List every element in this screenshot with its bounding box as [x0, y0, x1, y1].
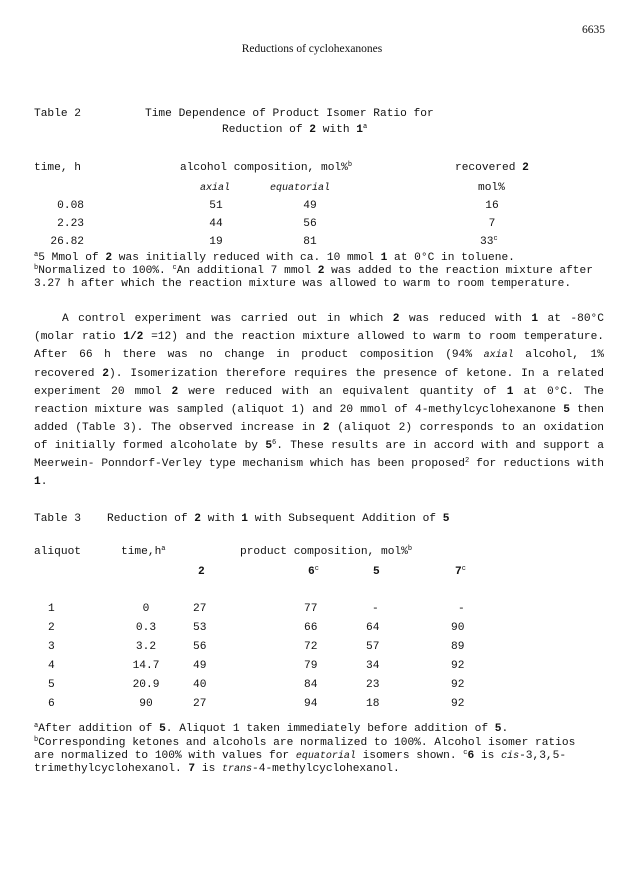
compound-ref: 6	[467, 750, 475, 762]
compound-ref: 1	[356, 124, 364, 136]
table-row-c5: 23	[366, 679, 380, 691]
table-row-c6: 72	[304, 641, 318, 653]
footnote-mark: a	[161, 545, 166, 553]
table-3-col-aliquot: aliquot	[34, 546, 81, 558]
table-row-recovered: 7	[488, 218, 496, 230]
compound-ref: 2	[102, 368, 110, 380]
footnote-text: After addition of	[38, 723, 160, 735]
compound-ref: 5	[442, 513, 450, 525]
table-row-aliquot: 3	[48, 641, 55, 653]
footnote-text: was initially reduced with ca. 10 mmol	[112, 252, 381, 264]
compound-ref: 2	[194, 513, 201, 525]
table-3-footnote-b	[34, 737, 602, 776]
table-row-time: 0	[142, 603, 150, 615]
table-row-c2: 49	[193, 660, 207, 672]
footnote-text: -4-methylcyclohexanol.	[252, 763, 400, 775]
col-text: product composition, mol%	[240, 546, 408, 558]
footnote-mark: a	[34, 722, 39, 730]
table-row-c6: 77	[304, 603, 318, 615]
table-2-sub-axial: axial	[200, 183, 231, 194]
table-row-aliquot: 4	[48, 660, 55, 672]
footnote-text: isomers shown.	[355, 750, 464, 762]
title-text: with Subsequent Addition of	[248, 513, 443, 525]
table-row-c6: 79	[304, 660, 318, 672]
table-row-axial: 44	[209, 218, 223, 230]
body-text: at -80°C (molar ratio	[34, 313, 604, 343]
table-row-c7: 92	[451, 698, 465, 710]
footnote-mark: c	[463, 749, 468, 757]
compound-ref: 1	[241, 513, 249, 525]
compound-ref: 2	[522, 162, 529, 174]
table-2-footnote-b	[34, 265, 602, 291]
body-text: ). Isomerization therefore requires the presence of ketone. In a related experiment 20 mmol	[34, 368, 604, 398]
body-text: . These results are in accord with and support a Meerwein- Ponndorf-Verley type mechanism which has been proposed	[34, 440, 604, 470]
body-text: was reduced with	[399, 313, 532, 325]
table-row-c5: 64	[366, 622, 380, 634]
compound-ref: 5	[159, 723, 166, 735]
table-row-equatorial: 49	[303, 200, 317, 212]
compound-ref: 5	[563, 404, 570, 416]
table-row-c2: 40	[193, 679, 207, 691]
table-row-aliquot: 2	[48, 622, 55, 634]
table-row-c7: -	[458, 603, 465, 615]
footnote-mark: c	[461, 565, 466, 573]
cell-value: 33	[480, 236, 494, 248]
table-row-c6: 94	[304, 698, 318, 710]
table-row-c5: 18	[366, 698, 380, 710]
footnote-mark: a	[34, 251, 39, 259]
table-row-recovered: 16	[485, 200, 499, 212]
footnote-text: is	[195, 763, 222, 775]
table-row-time: 3.2	[135, 641, 157, 653]
table-row-c2: 27	[193, 603, 207, 615]
col-text: alcohol composition, mol%	[180, 162, 348, 174]
body-italic: axial	[483, 350, 514, 361]
table-3-label: Table 3	[34, 513, 81, 525]
title-text: Reduction of	[107, 513, 195, 525]
body-text: then added (Table 3). The observed increase in	[34, 404, 604, 434]
table-row-recovered	[480, 236, 514, 249]
compound-ref: 2	[171, 386, 179, 398]
table-row-c6: 84	[304, 679, 318, 691]
table-row-equatorial: 56	[303, 218, 317, 230]
compound-ref: 2	[392, 313, 400, 325]
table-2-title-line2	[222, 124, 367, 137]
table-row-c7: 92	[451, 679, 465, 691]
table-row-c6: 66	[304, 622, 318, 634]
footnote-text: 5 Mmol of	[38, 252, 106, 264]
compound-ref: 1	[380, 252, 388, 264]
table-row-c2: 56	[193, 641, 207, 653]
table-2-sub-equatorial: equatorial	[270, 183, 331, 194]
footnote-text: at 0°C in toluene.	[387, 252, 515, 264]
compound-ref: 5	[494, 723, 502, 735]
table-3-col-time	[121, 546, 166, 559]
footnote-mark: b	[347, 161, 353, 169]
table-3-sub-7	[455, 566, 466, 579]
table-row-time: 0.3	[135, 622, 157, 634]
table-3-col-product	[240, 546, 412, 559]
footnote-text: An additional 7 mmol	[176, 265, 318, 277]
compound-ref: 7	[455, 566, 462, 578]
table-row-equatorial: 81	[303, 236, 317, 248]
table-row-c7: 89	[451, 641, 465, 653]
footnote-text: . Aliquot 1 taken immediately before addition of	[165, 723, 495, 735]
table-2-col-alcohol	[180, 162, 352, 175]
footnote-mark: b	[407, 545, 413, 553]
compound-ref: 2	[309, 124, 316, 136]
compound-ref: 7	[188, 763, 196, 775]
body-text: alcohol, 1% recovered	[34, 349, 604, 380]
footnote-text: Normalized to 100%.	[38, 265, 173, 277]
compound-ref: 5	[265, 440, 273, 452]
col-text: time,h	[121, 546, 162, 558]
footnote-mark: b	[34, 264, 39, 272]
body-text: A control experiment was carried out in which	[62, 313, 393, 325]
table-row-c2: 53	[193, 622, 207, 634]
compound-ref: 2	[105, 252, 113, 264]
title-text: with	[201, 513, 242, 525]
body-paragraph	[34, 310, 604, 491]
table-row-time: 14.7	[132, 660, 160, 672]
reference-mark: 2	[464, 457, 470, 465]
footnote-text: .	[501, 723, 509, 735]
table-row-c2: 27	[193, 698, 207, 710]
table-row-aliquot: 6	[48, 698, 55, 710]
footnote-mark: c	[172, 264, 177, 272]
table-row-axial: 19	[209, 236, 223, 248]
compound-ref: 1	[506, 386, 514, 398]
table-row-aliquot: 1	[48, 603, 55, 615]
footnote-text: -3,3,5-trimethylcyclohexanol.	[34, 750, 567, 775]
table-row-c7: 90	[451, 622, 465, 634]
table-row-time: 90	[139, 698, 153, 710]
table-row-aliquot: 5	[48, 679, 55, 691]
footnote-text: was added to the reaction mixture after 3.27 h after which the reaction mixture was allowed to warm to room temperature.	[34, 265, 593, 290]
footnote-italic: cis	[501, 751, 520, 762]
table-row-time: 26.82	[50, 236, 84, 248]
reference-mark: 6	[272, 439, 277, 447]
table-3-sub-2: 2	[198, 566, 205, 578]
body-text: =12) and the reaction mixture allowed to warm to room temperature. After 66 h there was no change in product composition (94%	[34, 331, 605, 361]
table-row-time: 2.23	[57, 218, 84, 230]
table-row-time: 20.9	[132, 679, 160, 691]
table-row-c5: -	[372, 603, 379, 615]
body-text: .	[40, 476, 48, 488]
footnote-mark: c	[314, 565, 319, 573]
footnote-italic: trans	[222, 764, 253, 775]
table-2-col-recovered	[455, 162, 529, 175]
table-row-c5: 34	[366, 660, 380, 672]
compound-ref: 1	[34, 476, 41, 488]
footnote-mark: b	[34, 736, 39, 744]
table-3-sub-6	[308, 566, 319, 579]
table-2-footnote-a	[34, 252, 602, 265]
body-text: at 0°C. The reaction mixture was sampled (aliquot 1) and 20 mmol of 4-methylcyclohexanone	[34, 386, 604, 416]
table-row-c7: 92	[451, 660, 465, 672]
footnote-mark: c	[493, 235, 498, 243]
compound-ref: 2	[317, 265, 325, 277]
table-row-axial: 51	[209, 200, 223, 212]
compound-ref: 1/2	[123, 331, 144, 343]
footnote-mark: a	[363, 123, 368, 131]
table-3-title	[107, 513, 449, 526]
page-number: 6635	[582, 24, 605, 36]
table-row-c5: 57	[366, 641, 380, 653]
running-title: Reductions of cyclohexanones	[241, 43, 383, 55]
table-3-footnote-a	[34, 723, 602, 736]
compound-ref: 2	[322, 422, 330, 434]
title-text: Reduction of	[222, 124, 310, 136]
table-2-sub-mol: mol%	[478, 182, 505, 194]
body-text: (aliquot 2) corresponds to an oxidation of initially formed alcoholate by	[34, 422, 604, 452]
table-row-time: 0.08	[57, 200, 84, 212]
table-2-title-line1: Time Dependence of Product Isomer Ratio for	[145, 108, 434, 120]
footnote-italic: equatorial	[295, 751, 356, 762]
footnote-text: is	[474, 750, 502, 762]
compound-ref: 6	[308, 566, 315, 578]
body-text: for reductions with	[469, 458, 604, 470]
compound-ref: 1	[531, 313, 539, 325]
table-2-label: Table 2	[34, 108, 81, 120]
table-3-sub-5: 5	[373, 566, 380, 578]
table-2-col-time: time, h	[34, 162, 81, 174]
col-text: recovered	[455, 162, 523, 174]
body-text: were reduced with an equivalent quantity of	[178, 386, 507, 398]
footnote-text: Corresponding ketones and alcohols are normalized to 100%. Alcohol isomer ratios are normalized to 100% with values for	[34, 737, 576, 762]
title-text: with	[316, 124, 357, 136]
